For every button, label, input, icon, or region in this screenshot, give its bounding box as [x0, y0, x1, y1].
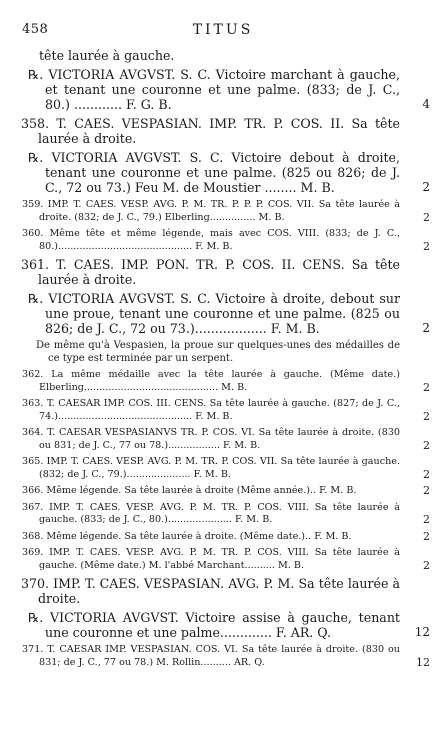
- catalogue-entry: [0, 547, 446, 572]
- catalogue-entry: [0, 150, 446, 195]
- entry-text: 367. IMP. T. CAES. VESP. AVG. P. M. TR. P. COS. VIII. Sa tête laurée à gauche. (833; de J. C., 80.)..................... F. M. B.: [22, 501, 400, 525]
- entry-text: ℞. VICTORIA AVGVST. S. C. Victoire debout à droite, tenant une couronne et une palme. (825 ou 826; de J. C., 72 ou 73.) Feu M. de Moustier ........ M. B.: [28, 150, 400, 195]
- catalogue-entry: [0, 456, 446, 481]
- catalogue-entry: [0, 257, 446, 287]
- entry-text: 371. T. CAESAR IMP. VESPASIAN. COS. VI. Sa tête laurée à droite. (830 ou 831; de J. C., 77 ou 78.) M. Rollin.......... AR. Q.: [22, 644, 400, 668]
- entry-text: 360. Même tête et même légende, mais avec COS. VIII. (833; de J. C., 80.)............................................ F. M. B.: [22, 228, 400, 252]
- rarity-number: 12: [416, 655, 430, 669]
- rarity-number: 2: [423, 210, 430, 224]
- catalogue-text: [0, 48, 446, 673]
- rarity-number: 2: [423, 409, 430, 423]
- catalogue-entry: [0, 228, 446, 253]
- rarity-number: 2: [422, 321, 430, 335]
- catalogue-entry: [0, 531, 446, 544]
- entry-text: ℞. VICTORIA AVGVST. S. C. Victoire à droite, debout sur une proue, tenant une couronne et une palme. (825 ou 826; de J. C., 72 ou 73.).................. F. M. B.: [28, 291, 400, 336]
- catalogue-entry: [0, 576, 446, 606]
- catalogue-entry: [0, 48, 446, 63]
- entry-text: 361. T. CAES. IMP. PON. TR. P. COS. II. CENS. Sa tête laurée à droite.: [21, 257, 400, 287]
- entry-text: 368. Même légende. Sa tête laurée à droite. (Même date.).. F. M. B.: [22, 530, 352, 542]
- rarity-number: 2: [423, 438, 430, 452]
- catalogue-entry: [0, 199, 446, 224]
- entry-text: 363. T. CAESAR IMP. COS. III. CENS. Sa tête laurée à gauche. (827; de J. C., 74.)............................................ F. M. B.: [22, 398, 400, 422]
- rarity-number: 4: [422, 97, 430, 111]
- entry-text: ℞. VICTORIA AVGVST. Victoire assise à gauche, tenant une couronne et une palme............. F. AR. Q.: [28, 610, 400, 640]
- catalogue-entry: [0, 644, 446, 669]
- entry-text: tête laurée à gauche.: [39, 48, 175, 63]
- entry-text: 358. T. CAES. VESPASIAN. IMP. TR. P. COS. II. Sa tête laurée à droite.: [21, 116, 400, 146]
- catalogue-entry: [0, 427, 446, 452]
- rarity-number: 2: [423, 239, 430, 253]
- catalogue-entry: [0, 610, 446, 640]
- catalogue-entry: [0, 340, 446, 365]
- catalogue-entry: [0, 67, 446, 112]
- rarity-number: 2: [423, 380, 430, 394]
- rarity-number: 2: [422, 180, 430, 194]
- entry-text: 364. T. CAESAR VESPASIANVS TR. P. COS. VI. Sa tête laurée à droite. (830 ou 831; de J. C., 77 ou 78.)................. F. M. B.: [22, 427, 400, 451]
- catalogue-entry: [0, 398, 446, 423]
- rarity-number: 12: [414, 625, 430, 639]
- entry-text: 365. IMP. T. CAES. VESP. AVG. P. M. TR. P. COS. VII. Sa tête laurée à gauche. (832; de J. C., 79.)..................... F. M. B.: [22, 456, 400, 480]
- rarity-number: 2: [423, 558, 430, 572]
- entry-text: 369. IMP. T. CAES. VESP. AVG. P. M. TR. P. COS. VIII. Sa tête laurée à gauche. (Même date.) M. l'abbé Marchant.......... M. B.: [22, 547, 400, 571]
- catalogue-entry: [0, 369, 446, 394]
- catalogue-entry: [0, 485, 446, 498]
- entry-text: 370. IMP. T. CAES. VESPASIAN. AVG. P. M. Sa tête laurée à droite.: [21, 576, 400, 606]
- rarity-number: 2: [423, 529, 430, 543]
- page-header: [0, 22, 446, 42]
- rarity-number: 2: [423, 484, 430, 497]
- page-number: 458: [22, 22, 49, 37]
- catalogue-entry: [0, 502, 446, 527]
- running-title: TITUS: [192, 22, 254, 38]
- entry-text: 359. IMP. T. CAES. VESP. AVG. P. M. TR. P. P. P. COS. VII. Sa tête laurée à droite. (832; de J. C., 79.) Elberling............... M. B.: [22, 199, 400, 223]
- entry-text: 366. Même légende. Sa tête laurée à droite (Même année.).. F. M. B.: [22, 485, 357, 496]
- entry-text: De même qu'à Vespasien, la proue sur quelques-unes des médailles de ce type est terminée par un serpent.: [36, 340, 400, 364]
- catalogue-entry: [0, 291, 446, 336]
- entry-text: ℞. VICTORIA AVGVST. S. C. Victoire marchant à gauche, et tenant une couronne et une palme. (833; de J. C., 80.) ............ F. G. B.: [28, 67, 400, 112]
- entry-text: 362. La même médaille avec la tête laurée à gauche. (Même date.) Elberling............................................ M. B.: [22, 369, 400, 393]
- rarity-number: 2: [423, 467, 430, 481]
- rarity-number: 2: [423, 513, 430, 526]
- catalogue-entry: [0, 116, 446, 146]
